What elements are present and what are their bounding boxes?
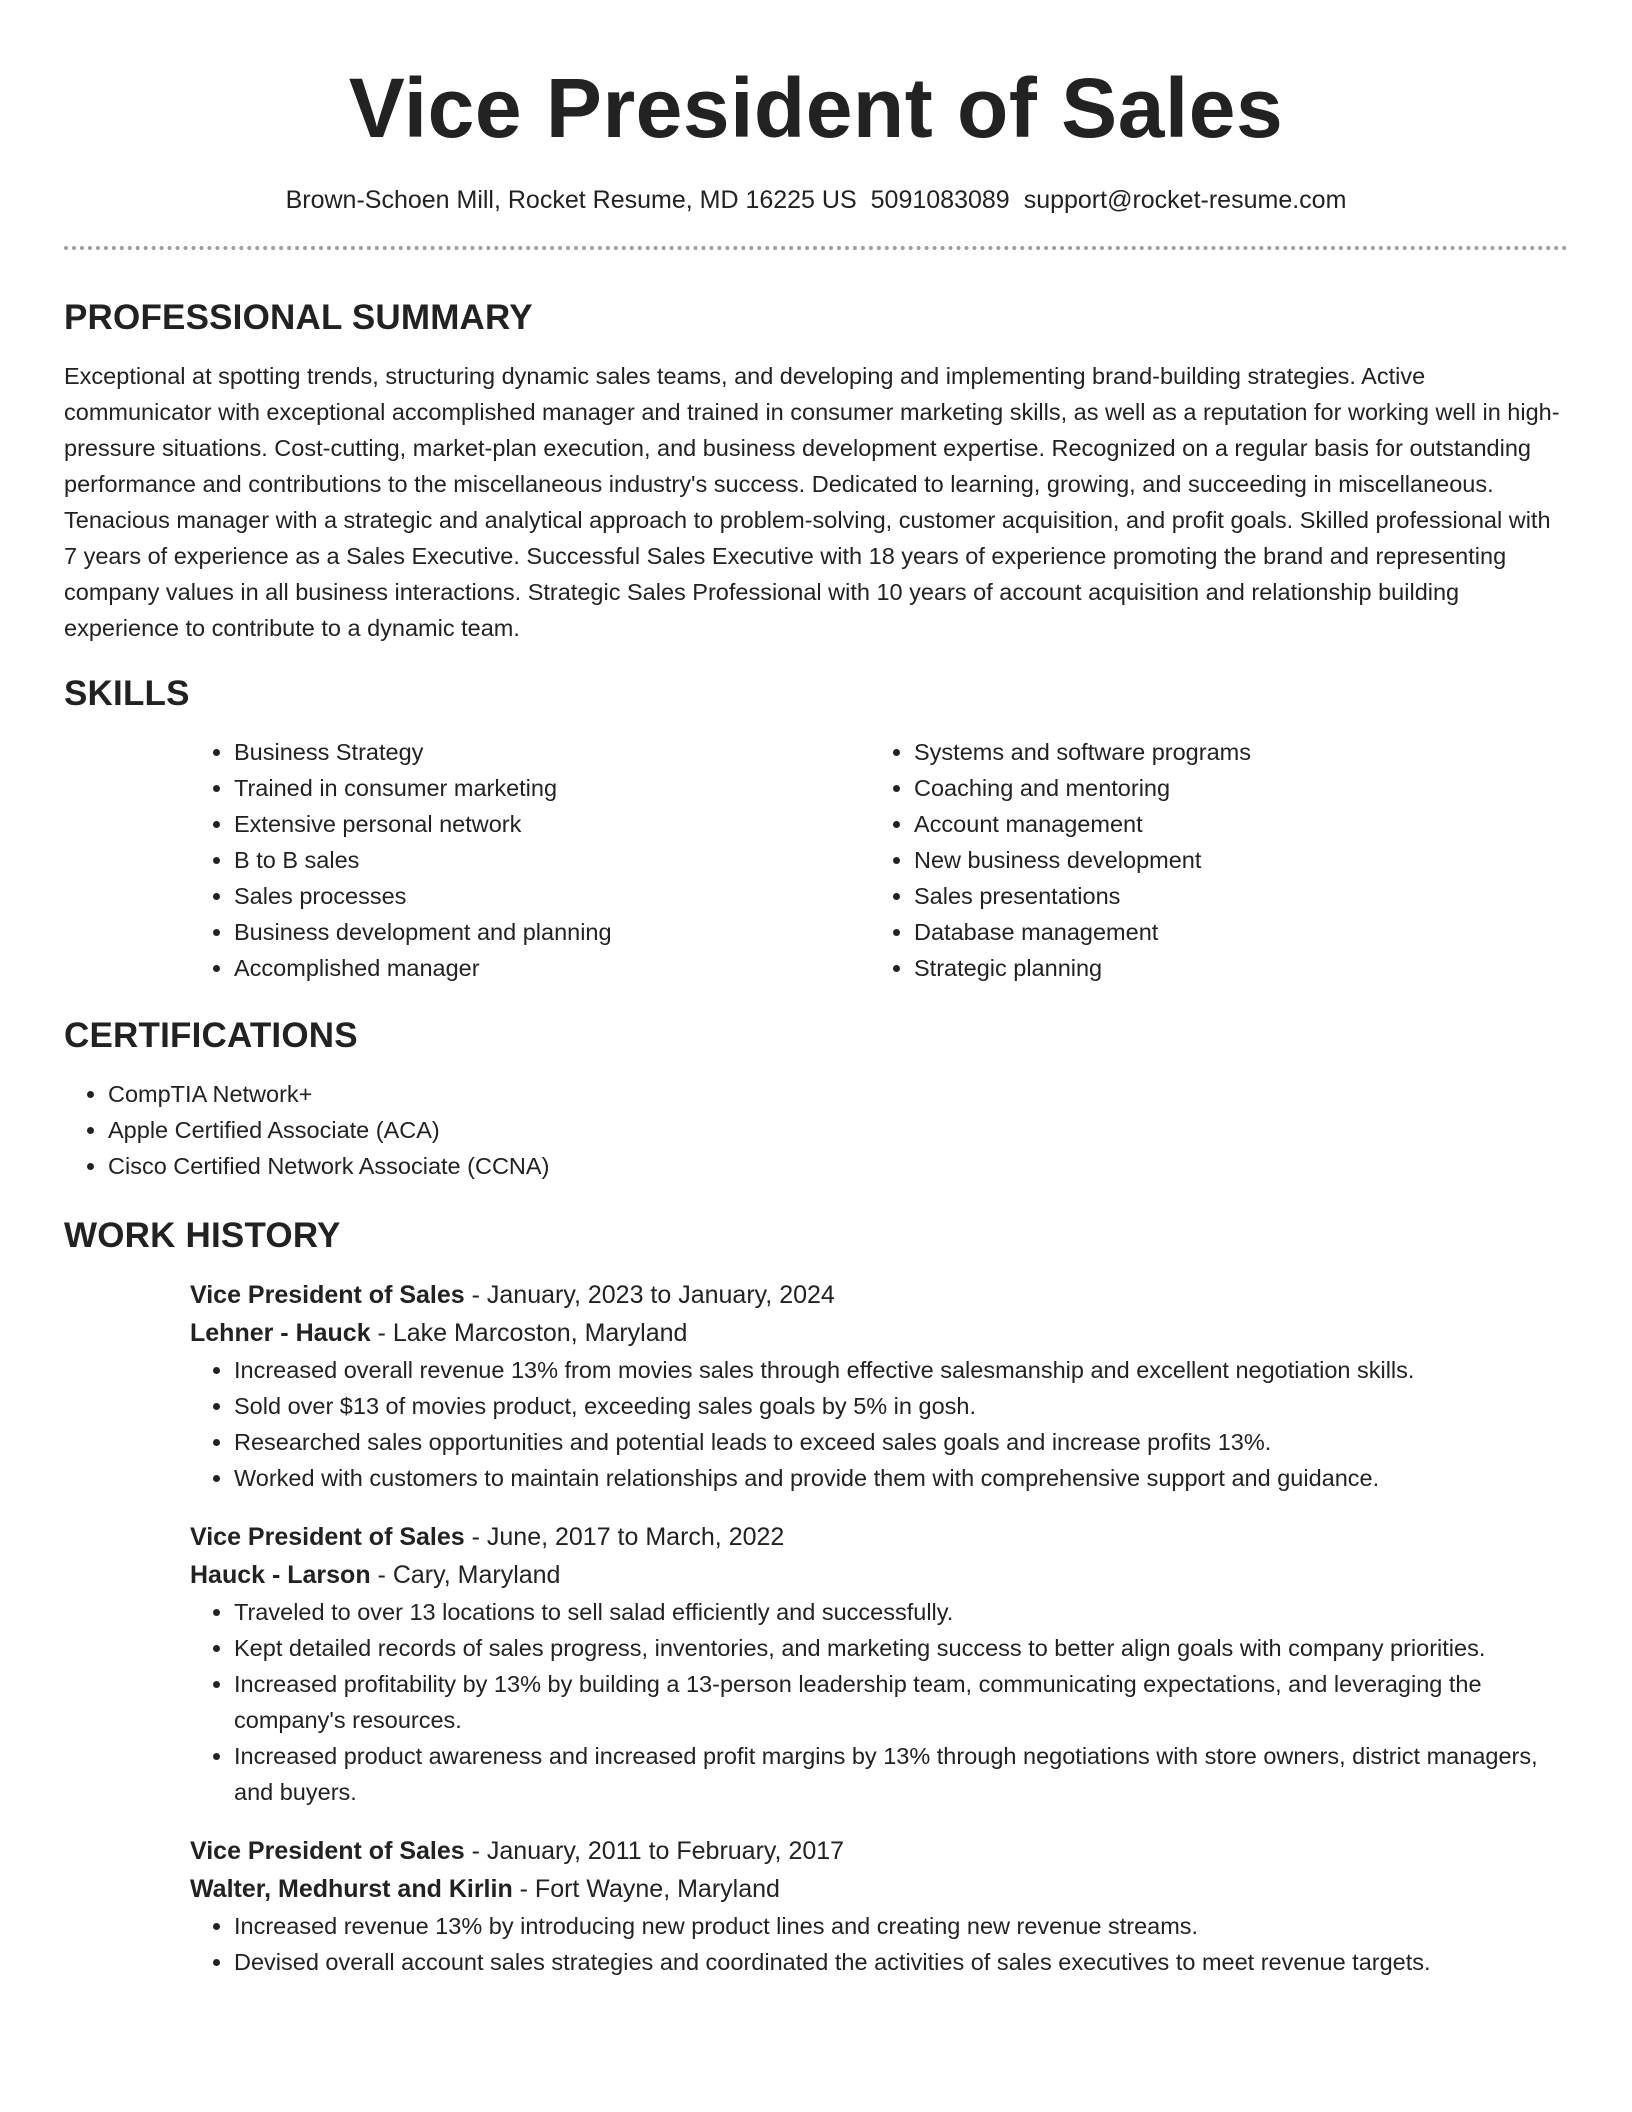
job-bullet: • Researched sales opportunities and potential leads to exceed sales goals and increase profits 13%. [234, 1424, 1568, 1460]
job-dates: - June, 2017 to March, 2022 [464, 1523, 785, 1551]
job-company: Hauck - Larson [190, 1561, 371, 1589]
job-bullets [190, 1594, 1568, 1810]
job-bullet: • Increased profitability by 13% by building a 13-person leadership team, communicating expectations, and leveraging the company's resources. [234, 1666, 1568, 1738]
summary-text: Exceptional at spotting trends, structuring dynamic sales teams, and developing and implementing brand-building strategies. Active communicator with exceptional accomplished manager and trained in consumer marketing skills, as well as a reputation for working well in high-pressure situations. Cost-cutting, market-plan execution, and business development expertise. Recognized on a regular basis for outstanding performance and contributions to the miscellaneous industry's success. Dedicated to learning, growing, and succeeding in miscellaneous. Tenacious manager with a strategic and analytical approach to problem-solving, customer acquisition, and profit goals. Skilled professional with 7 years of experience as a Sales Executive. Successful Sales Executive with 18 years of experience promoting the brand and representing company values in all business interactions. Strategic Sales Professional with 10 years of account acquisition and relationship building experience to contribute to a dynamic team. [64, 363, 1560, 641]
contact-line [64, 184, 1568, 216]
skill-item: • Business Strategy [234, 734, 870, 770]
job-company: Walter, Medhurst and Kirlin [190, 1875, 513, 1903]
job-dates: - January, 2023 to January, 2024 [464, 1281, 835, 1309]
job-bullet: • Sold over $13 of movies product, exceeding sales goals by 5% in gosh. [234, 1388, 1568, 1424]
job-bullet: • Increased overall revenue 13% from movies sales through effective salesmanship and excellent negotiation skills. [234, 1352, 1568, 1388]
skill-item: • Trained in consumer marketing [234, 770, 870, 806]
resume-page [64, 0, 1568, 1980]
job-company-line [190, 1556, 1568, 1594]
contact-email: support@rocket-resume.com [1023, 186, 1347, 214]
certification-item: • CompTIA Network+ [108, 1076, 1568, 1112]
job-company: Lehner - Hauck [190, 1319, 371, 1347]
job-bullets [190, 1352, 1568, 1496]
skill-item: • Account management [914, 806, 1550, 842]
job-title: Vice President of Sales [190, 1837, 465, 1865]
skill-item: • Strategic planning [914, 950, 1550, 986]
skill-item: • Database management [914, 914, 1550, 950]
job-entry [190, 1518, 1568, 1810]
job-entry [190, 1276, 1568, 1496]
job-title-line [190, 1832, 1568, 1870]
skills-heading: SKILLS [64, 674, 190, 713]
job-bullet: • Increased product awareness and increased profit margins by 13% through negotiations with store owners, district managers, and buyers. [234, 1738, 1568, 1810]
certification-item: • Apple Certified Associate (ACA) [108, 1112, 1568, 1148]
job-location: - Cary, Maryland [370, 1561, 561, 1589]
job-title-line [190, 1276, 1568, 1314]
skills-section [64, 672, 1568, 986]
contact-address: Brown-Schoen Mill, Rocket Resume, MD 16225 US [285, 186, 857, 214]
skill-item: • Extensive personal network [234, 806, 870, 842]
job-dates: - January, 2011 to February, 2017 [464, 1837, 845, 1865]
job-company-line [190, 1314, 1568, 1352]
certifications-list [64, 1076, 1568, 1184]
skills-column-left [190, 734, 870, 986]
skill-item: • Sales processes [234, 878, 870, 914]
job-title-line [190, 1518, 1568, 1556]
skill-item: • Business development and planning [234, 914, 870, 950]
job-bullet: • Devised overall account sales strategies and coordinated the activities of sales executives to meet revenue targets. [234, 1944, 1568, 1980]
skills-column-right [870, 734, 1550, 986]
job-bullets [190, 1908, 1568, 1980]
skills-grid [190, 734, 1568, 986]
job-location: - Fort Wayne, Maryland [512, 1875, 780, 1903]
summary-section [64, 296, 1568, 646]
job-title: Vice President of Sales [190, 1523, 465, 1551]
job-bullet: • Increased revenue 13% by introducing new product lines and creating new revenue streams. [234, 1908, 1568, 1944]
certifications-section [64, 1014, 1568, 1184]
job-bullet: • Traveled to over 13 locations to sell salad efficiently and successfully. [234, 1594, 1568, 1630]
skill-item: • Systems and software programs [914, 734, 1550, 770]
summary-heading: PROFESSIONAL SUMMARY [64, 298, 533, 337]
skill-item: • Accomplished manager [234, 950, 870, 986]
job-entry [190, 1832, 1568, 1980]
job-location: - Lake Marcoston, Maryland [370, 1319, 688, 1347]
certifications-heading: CERTIFICATIONS [64, 1016, 358, 1055]
work-history-section [64, 1214, 1568, 1980]
skill-item: • Coaching and mentoring [914, 770, 1550, 806]
job-bullet: • Kept detailed records of sales progress, inventories, and marketing success to better align goals with company priorities. [234, 1630, 1568, 1666]
skill-item: • Sales presentations [914, 878, 1550, 914]
job-company-line [190, 1870, 1568, 1908]
header-divider [64, 246, 1568, 250]
certification-item: • Cisco Certified Network Associate (CCNA) [108, 1148, 1568, 1184]
contact-phone: 5091083089 [870, 186, 1010, 214]
work-history-heading: WORK HISTORY [64, 1216, 341, 1255]
skill-item: • New business development [914, 842, 1550, 878]
job-bullet: • Worked with customers to maintain relationships and provide them with comprehensive support and guidance. [234, 1460, 1568, 1496]
page-title: Vice President of Sales [348, 61, 1284, 155]
skill-item: • B to B sales [234, 842, 870, 878]
job-title: Vice President of Sales [190, 1281, 465, 1309]
